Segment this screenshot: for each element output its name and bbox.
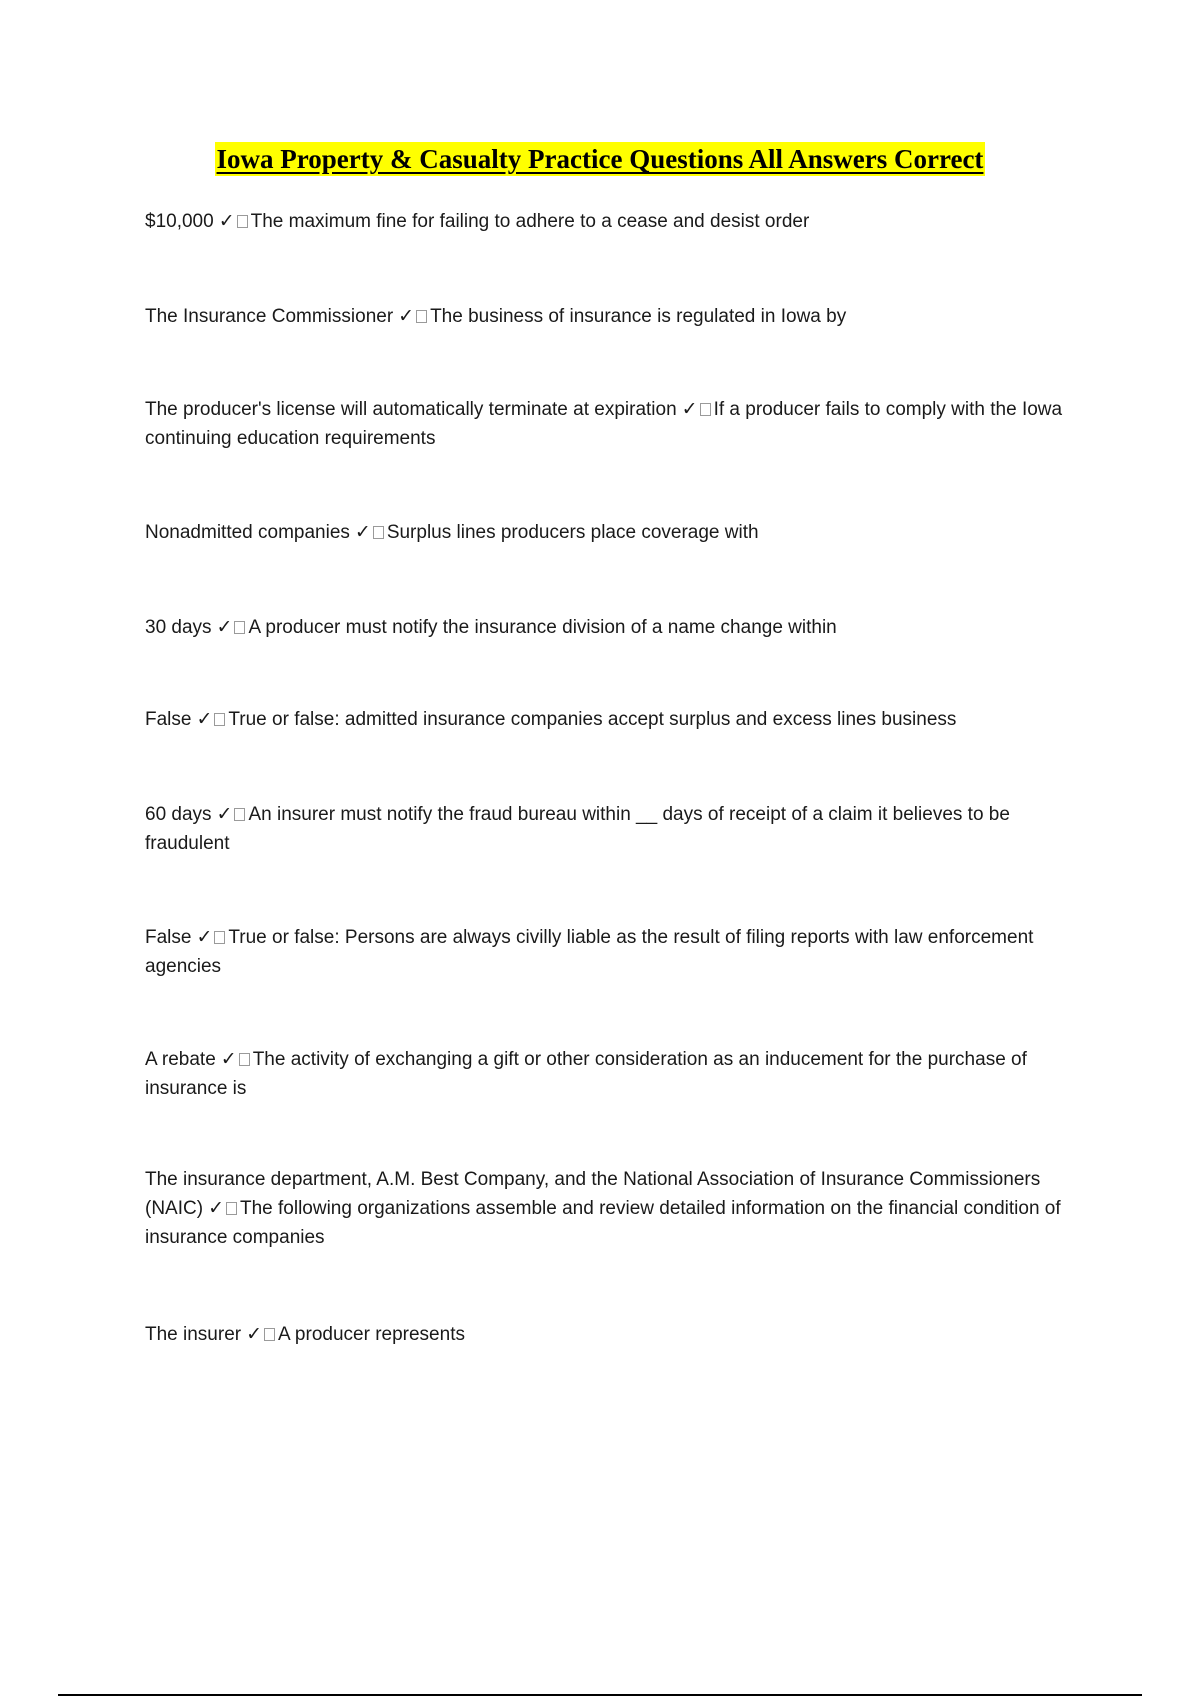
question-text: An insurer must notify the fraud bureau within __ days of receipt of a claim it believes to be fraudulent <box>145 804 1010 854</box>
qa-item <box>145 207 1085 236</box>
checkmark-icon: ✓ <box>246 1323 263 1345</box>
checkmark-icon: ✓ <box>216 803 233 825</box>
answer-text: The producer's license will automatically terminate at expiration <box>145 399 677 420</box>
qa-item <box>145 395 1085 453</box>
qa-item <box>145 1320 1085 1349</box>
empty-box-icon <box>373 526 384 539</box>
answer-text: The insurance department, A.M. Best Company, and the National Association of Insurance Commissioners (NAIC) <box>145 1169 1041 1219</box>
answer-text: False <box>145 927 192 948</box>
qa-item <box>145 613 1085 642</box>
checkmark-icon: ✓ <box>218 210 235 232</box>
answer-text: The Insurance Commissioner <box>145 306 394 327</box>
question-text: True or false: Persons are always civilly liable as the result of filing reports with law enforcement agencies <box>145 927 1034 977</box>
answer-text: $10,000 <box>145 211 214 232</box>
answer-text: A rebate <box>145 1049 216 1070</box>
qa-item <box>145 1045 1085 1103</box>
qa-item <box>145 302 1085 331</box>
answer-text: 30 days <box>145 617 212 638</box>
checkmark-icon: ✓ <box>354 521 371 543</box>
question-text: The activity of exchanging a gift or other consideration as an inducement for the purchase of insurance is <box>145 1049 1027 1099</box>
answer-text: 60 days <box>145 804 212 825</box>
checkmark-icon: ✓ <box>398 305 415 327</box>
empty-box-icon <box>700 403 711 416</box>
answer-text: False <box>145 709 192 730</box>
checkmark-icon: ✓ <box>196 708 213 730</box>
question-text: Surplus lines producers place coverage with <box>386 522 759 543</box>
empty-box-icon <box>226 1202 237 1215</box>
question-text: A producer must notify the insurance division of a name change within <box>248 617 837 638</box>
question-text: The maximum fine for failing to adhere to a cease and desist order <box>250 211 810 232</box>
empty-box-icon <box>234 621 245 634</box>
empty-box-icon <box>234 808 245 821</box>
bottom-divider <box>58 1694 1142 1696</box>
checkmark-icon: ✓ <box>208 1197 224 1219</box>
title-container <box>0 142 1200 176</box>
checkmark-icon: ✓ <box>216 616 233 638</box>
checkmark-icon: ✓ <box>681 398 698 420</box>
empty-box-icon <box>239 1053 250 1066</box>
empty-box-icon <box>416 310 427 323</box>
question-text: The following organizations assemble and review detailed information on the financial condition of insurance companies <box>145 1198 1061 1248</box>
question-text: A producer represents <box>278 1324 465 1345</box>
qa-item <box>145 1165 1085 1252</box>
empty-box-icon <box>264 1328 275 1341</box>
question-text: The business of insurance is regulated in Iowa by <box>430 306 847 327</box>
answer-text: Nonadmitted companies <box>145 522 350 543</box>
empty-box-icon <box>237 215 248 228</box>
empty-box-icon <box>214 931 225 944</box>
question-text: True or false: admitted insurance companies accept surplus and excess lines business <box>228 709 957 730</box>
qa-item <box>145 705 1085 734</box>
checkmark-icon: ✓ <box>196 926 213 948</box>
qa-item <box>145 800 1085 858</box>
qa-item <box>145 923 1085 981</box>
checkmark-icon: ✓ <box>220 1048 237 1070</box>
question-text: If a producer fails to comply with the Iowa continuing education requirements <box>145 399 1063 449</box>
empty-box-icon <box>214 713 225 726</box>
answer-text: The insurer <box>145 1324 242 1345</box>
qa-item <box>145 518 1085 547</box>
document-title: Iowa Property & Casualty Practice Questions All Answers Correct <box>216 144 984 174</box>
